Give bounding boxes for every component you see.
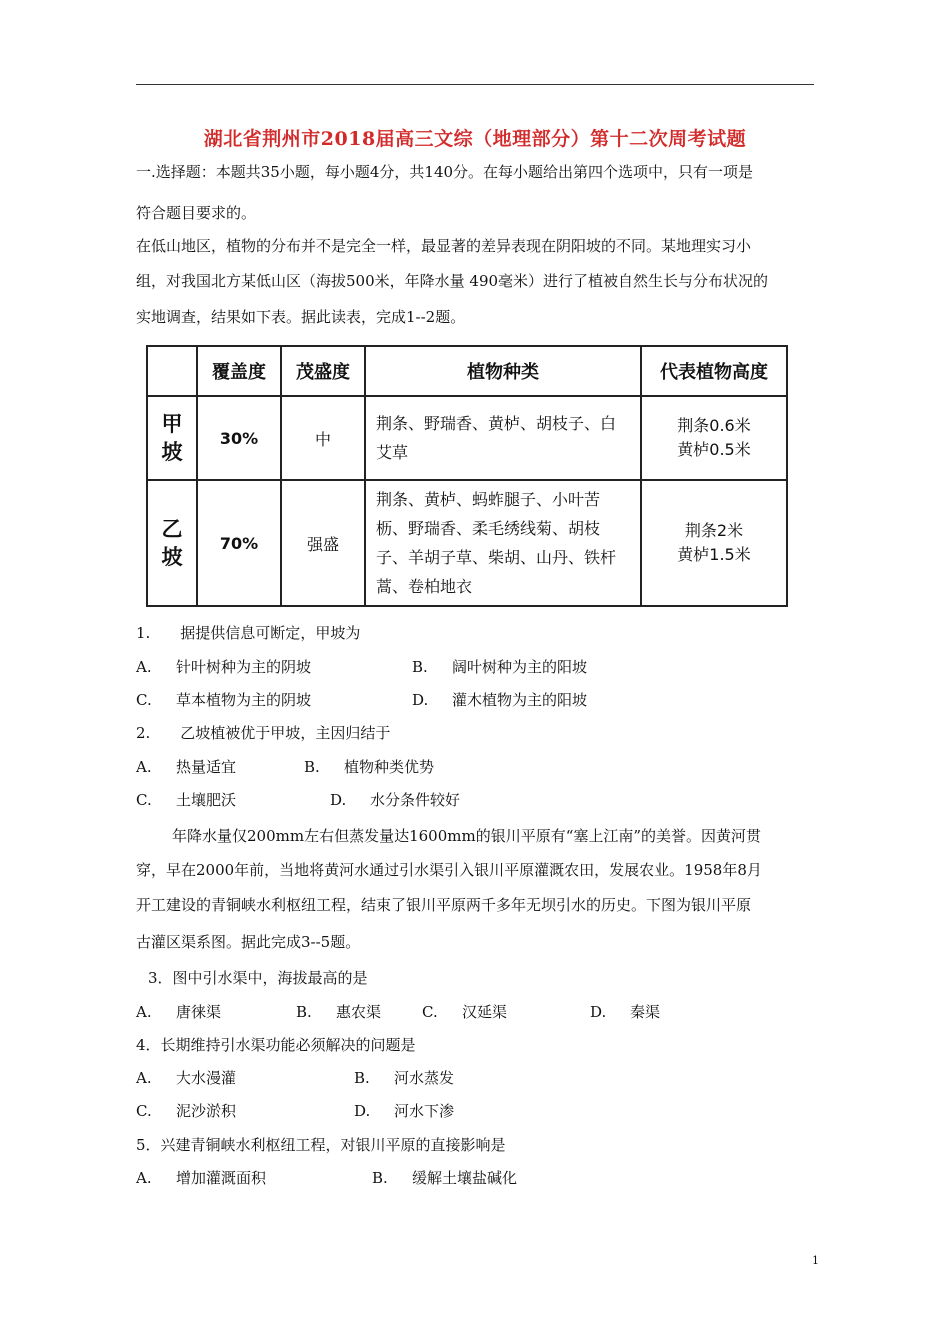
option-text: 河水下渗 [394,1102,455,1120]
option-text: 泥沙淤积 [176,1102,237,1120]
q3-option-b [296,1002,381,1022]
question-1-stem: 1. 据提供信息可断定，甲坡为 [136,624,361,642]
option-text: 土壤肥沃 [176,791,237,809]
option-letter: A. [136,1069,152,1087]
question-2-stem: 2. 乙坡植被优于甲坡，主因归结于 [136,724,391,742]
passage2-line-2: 穿，早在2000年前，当地将黄河水通过引水渠引入银川平原灌溉农田，发展农业。1958年8月 [136,861,762,879]
table-row [147,396,787,480]
passage1-line-3: 实地调查，结果如下表。据此读表，完成1--2题。 [136,308,466,326]
option-text: 惠农渠 [336,1003,382,1021]
q3-option-a [136,1002,221,1022]
q1-option-d [412,690,587,710]
plant-heights [641,480,787,606]
table-header-height: 代表植物高度 [641,346,787,396]
passage2-line-4: 古灌区渠系图。据此完成3--5题。 [136,933,361,951]
option-letter: D. [590,1003,607,1021]
option-letter: D. [330,791,347,809]
q3-option-c [422,1002,507,1022]
table-header-coverage: 覆盖度 [197,346,281,396]
option-text: 热量适宜 [176,758,237,776]
q4-option-d [354,1101,454,1121]
plant-species: 荆条、野瑞香、黄栌、胡枝子、白艾草 [365,396,641,480]
option-text: 草本植物为主的阴坡 [176,691,312,709]
q1-option-b [412,657,587,677]
coverage-value: 70% [197,480,281,606]
question-3-stem: 3．图中引水渠中，海拔最高的是 [148,969,368,987]
table-header-lushness: 茂盛度 [281,346,365,396]
option-text: 缓解土壤盐碱化 [412,1169,518,1187]
passage2-line-1: 年降水量仅200mm左右但蒸发量达1600mm的银川平原有“塞上江南”的美誉。因黄河贯 [172,827,762,845]
height-line: 荆条2米 [684,521,744,540]
q5-option-b [372,1168,517,1188]
q4-option-a [136,1068,236,1088]
passage1-line-1: 在低山地区，植物的分布并不是完全一样，最显著的差异表现在阴阳坡的不同。某地理实习小 [136,237,752,255]
plant-species: 荆条、黄栌、蚂蚱腿子、小叶苦枥、野瑞香、柔毛绣线菊、胡枝子、羊胡子草、柴胡、山丹、铁杆蒿、卷柏地衣 [365,480,641,606]
option-letter: A. [136,1169,152,1187]
option-letter: A. [136,658,152,676]
option-text: 唐徕渠 [176,1003,222,1021]
height-line: 荆条0.6米 [677,416,751,435]
option-text: 秦渠 [630,1003,661,1021]
q4-option-b [354,1068,454,1088]
q2-option-b [304,757,434,777]
passage2-line-3: 开工建设的青铜峡水利枢纽工程，结束了银川平原两千多年无坝引水的历史。下图为银川平原 [136,896,752,914]
height-line: 黄栌0.5米 [677,440,751,459]
option-text: 汉延渠 [462,1003,508,1021]
q2-option-d [330,790,460,810]
coverage-value: 30% [197,396,281,480]
option-letter: D. [412,691,429,709]
height-line: 黄栌1.5米 [677,545,751,564]
option-letter: B. [412,658,428,676]
q2-option-a [136,757,236,777]
option-text: 增加灌溉面积 [176,1169,267,1187]
intro-line-1: 一.选择题：本题共35小题，每小题4分，共140分。在每小题给出第四个选项中，只有一项是 [136,163,754,181]
option-letter: C. [136,791,152,809]
q2-option-c [136,790,236,810]
question-5-stem: 5．兴建青铜峡水利枢纽工程，对银川平原的直接影响是 [136,1136,506,1154]
q4-option-c [136,1101,236,1121]
option-letter: A. [136,758,152,776]
passage1-line-2: 组，对我国北方某低山区（海拔500米，年降水量 490毫米）进行了植被自然生长与分布状况的 [136,272,769,290]
option-letter: B. [296,1003,312,1021]
table-header-plants: 植物种类 [365,346,641,396]
option-letter: B. [354,1069,370,1087]
q1-option-a [136,657,311,677]
q5-option-a [136,1168,266,1188]
lushness-value: 强盛 [281,480,365,606]
q3-option-d [590,1002,660,1022]
option-letter: A. [136,1003,152,1021]
option-letter: B. [372,1169,388,1187]
intro-line-2: 符合题目要求的。 [136,204,257,222]
table-header-blank [147,346,197,396]
option-text: 河水蒸发 [394,1069,455,1087]
option-text: 大水漫灌 [176,1069,237,1087]
table-row [147,480,787,606]
option-text: 水分条件较好 [370,791,461,809]
option-letter: D. [354,1102,371,1120]
option-text: 植物种类优势 [344,758,435,776]
q1-option-c [136,690,311,710]
slope-label: 甲 坡 [147,396,197,480]
question-4-stem: 4．长期维持引水渠功能必须解决的问题是 [136,1036,416,1054]
option-text: 针叶树种为主的阴坡 [176,658,312,676]
option-letter: C. [136,1102,152,1120]
slope-label: 乙 坡 [147,480,197,606]
option-letter: B. [304,758,320,776]
vegetation-table [146,345,788,607]
option-letter: C. [422,1003,438,1021]
lushness-value: 中 [281,396,365,480]
option-text: 灌木植物为主的阳坡 [452,691,588,709]
page-number: 1 [812,1254,819,1267]
table-header-row [147,346,787,396]
option-letter: C. [136,691,152,709]
option-text: 阔叶树种为主的阳坡 [452,658,588,676]
header-rule [136,84,814,85]
plant-heights [641,396,787,480]
page-title: 湖北省荆州市2018届高三文综（地理部分）第十二次周考试题 [203,128,747,150]
